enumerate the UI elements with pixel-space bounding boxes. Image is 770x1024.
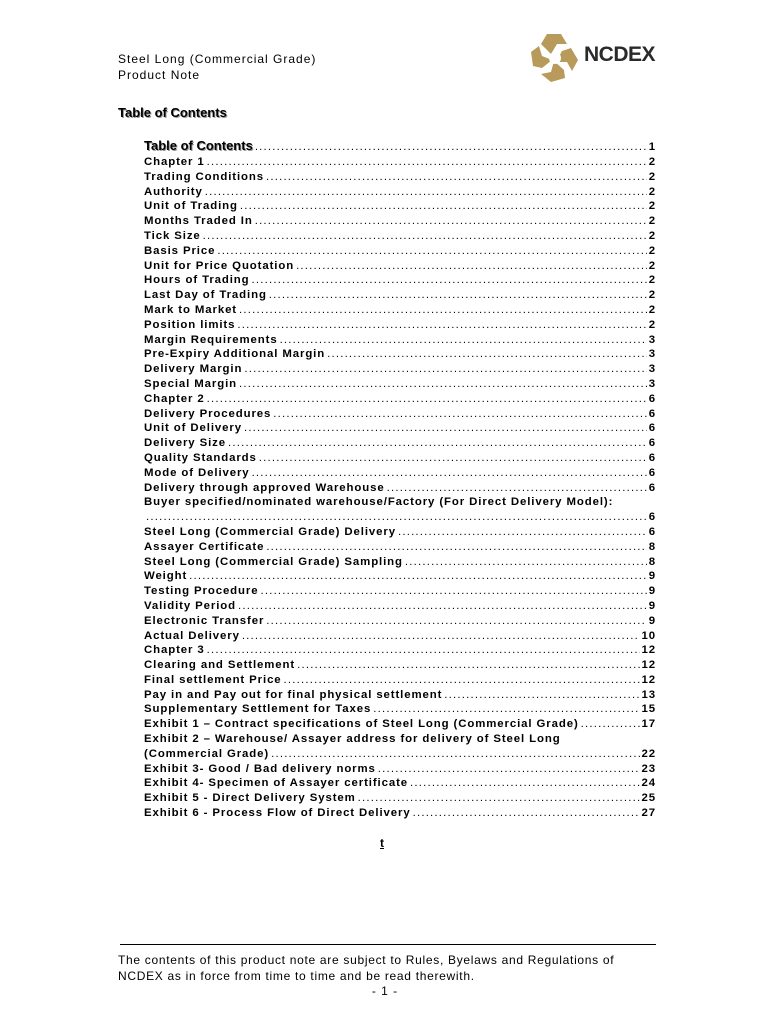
toc-entry-page: 2 xyxy=(648,318,656,331)
toc-entry[interactable] xyxy=(144,467,656,482)
toc-leader-dots xyxy=(207,644,640,656)
toc-leader-dots xyxy=(266,615,646,627)
toc-entry-label: Months Traded In xyxy=(144,215,253,228)
page-number: - 1 - xyxy=(371,984,399,998)
toc-leader-dots xyxy=(237,319,646,331)
toc-entry[interactable] xyxy=(144,363,656,378)
toc-leader-dots xyxy=(228,437,647,449)
toc-entry[interactable] xyxy=(144,274,656,289)
table-of-contents xyxy=(144,138,656,822)
toc-leader-dots xyxy=(244,363,646,375)
toc-entry-label: Validity Period xyxy=(144,599,236,612)
toc-entry[interactable] xyxy=(144,348,656,363)
toc-entry-page: 23 xyxy=(641,762,656,775)
toc-entry-page: 3 xyxy=(648,377,656,390)
toc-entry-page: 3 xyxy=(648,348,656,361)
toc-entry[interactable] xyxy=(144,496,656,511)
toc-entry[interactable] xyxy=(144,138,656,156)
toc-entry-page: 2 xyxy=(648,200,656,213)
toc-entry-page: 2 xyxy=(648,229,656,242)
toc-entry-page: 22 xyxy=(641,747,656,760)
toc-entry-label: Table of Contents xyxy=(144,138,253,153)
toc-entry[interactable] xyxy=(144,718,656,733)
footer-divider xyxy=(120,944,656,945)
toc-entry[interactable] xyxy=(144,319,656,334)
toc-leader-dots xyxy=(398,526,647,538)
toc-entry[interactable] xyxy=(144,245,656,260)
toc-leader-dots xyxy=(239,378,647,390)
toc-leader-dots xyxy=(373,703,639,715)
toc-entry-label: Clearing and Settlement xyxy=(144,659,296,672)
footer-line-1: The contents of this product note are subject to Rules, Byelaws and Regulations of xyxy=(118,953,615,967)
toc-entry-label: Testing Procedure xyxy=(144,585,259,598)
toc-leader-dots xyxy=(252,274,647,286)
toc-entry[interactable] xyxy=(144,156,656,171)
toc-entry-page: 6 xyxy=(648,407,656,420)
toc-entry-label: Chapter 2 xyxy=(144,392,205,405)
toc-entry-label: Unit of Delivery xyxy=(144,422,242,435)
toc-entry-label: Delivery through approved Warehouse xyxy=(144,481,385,494)
toc-entry[interactable] xyxy=(144,289,656,304)
toc-entry-page: 1 xyxy=(648,141,656,153)
toc-entry-page: 6 xyxy=(648,451,656,464)
toc-leader-dots xyxy=(259,452,647,464)
toc-entry-label: Basis Price xyxy=(144,244,216,257)
toc-entry-page: 9 xyxy=(648,599,656,612)
document-header xyxy=(118,51,316,83)
toc-entry[interactable] xyxy=(144,644,656,659)
toc-entry[interactable] xyxy=(144,615,656,630)
toc-entry-page: 9 xyxy=(648,585,656,598)
toc-entry[interactable] xyxy=(144,585,656,600)
ncdex-logo xyxy=(527,30,657,86)
toc-entry[interactable] xyxy=(144,792,656,807)
toc-entry-label: Exhibit 6 - Process Flow of Direct Delivery xyxy=(144,807,411,820)
toc-entry[interactable] xyxy=(144,437,656,452)
toc-entry-label: Pay in and Pay out for final physical settlement xyxy=(144,688,443,701)
toc-entry[interactable] xyxy=(144,600,656,615)
toc-entry-label: Exhibit 1 – Contract specifications of Steel Long (Commercial Grade) xyxy=(144,718,579,731)
toc-leader-dots xyxy=(269,289,647,301)
toc-entry-label: Mode of Delivery xyxy=(144,466,250,479)
toc-entry-page: 2 xyxy=(648,259,656,272)
toc-leader-dots xyxy=(581,718,640,730)
toc-entry[interactable] xyxy=(144,260,656,275)
toc-entry[interactable] xyxy=(144,422,656,437)
toc-entry[interactable] xyxy=(144,541,656,556)
toc-entry-page: 6 xyxy=(648,511,656,524)
toc-entry-label: Authority xyxy=(144,185,203,198)
toc-entry-label: Exhibit 4- Specimen of Assayer certificate xyxy=(144,777,409,790)
toc-entry-label: Trading Conditions xyxy=(144,170,264,183)
toc-entry-label: Electronic Transfer xyxy=(144,614,265,627)
toc-entry[interactable] xyxy=(144,171,656,186)
toc-entry-page: 2 xyxy=(648,289,656,302)
toc-entry-page: 2 xyxy=(648,274,656,287)
toc-leader-dots xyxy=(387,482,647,494)
toc-entry-label: Mark to Market xyxy=(144,303,237,316)
toc-leader-dots xyxy=(327,348,647,360)
toc-entry-page: 15 xyxy=(641,703,656,716)
toc-leader-dots xyxy=(297,659,639,671)
toc-entry[interactable] xyxy=(144,777,656,792)
footer-line-2: NCDEX as in force from time to time and be read therewith. xyxy=(118,969,475,983)
toc-entry[interactable] xyxy=(144,703,656,718)
toc-entry[interactable] xyxy=(144,200,656,215)
toc-entry[interactable] xyxy=(144,393,656,408)
toc-entry-page: 6 xyxy=(648,392,656,405)
toc-entry[interactable] xyxy=(144,674,656,689)
toc-leader-dots xyxy=(378,763,640,775)
toc-leader-dots xyxy=(405,556,647,568)
toc-entry[interactable] xyxy=(144,733,656,748)
footer-note xyxy=(118,952,658,984)
toc-entry[interactable] xyxy=(144,689,656,704)
toc-leader-dots xyxy=(284,674,640,686)
toc-entry[interactable] xyxy=(144,334,656,349)
toc-entry[interactable] xyxy=(144,659,656,674)
toc-entry-page: 12 xyxy=(641,659,656,672)
toc-entry-label: Actual Delivery xyxy=(144,629,240,642)
toc-entry-label: Buyer specified/nominated warehouse/Factory (For Direct Delivery Model): xyxy=(144,496,614,509)
toc-entry-page: 3 xyxy=(648,333,656,346)
toc-leader-dots xyxy=(203,230,647,242)
toc-entry-page: 2 xyxy=(648,170,656,183)
toc-leader-dots xyxy=(266,171,647,183)
toc-leader-dots xyxy=(239,304,647,316)
toc-entry-label: Chapter 3 xyxy=(144,644,205,657)
toc-leader-dots xyxy=(444,689,639,701)
toc-entry-page: 2 xyxy=(648,156,656,168)
toc-entry-label: (Commercial Grade) xyxy=(144,747,270,760)
toc-entry-label: Exhibit 5 - Direct Delivery System xyxy=(144,792,356,805)
toc-entry-page: 8 xyxy=(648,540,656,553)
section-heading: Table of Contents xyxy=(118,105,227,120)
toc-leader-dots xyxy=(413,807,640,819)
header-title: Steel Long (Commercial Grade) xyxy=(118,52,317,66)
toc-leader-dots xyxy=(217,245,646,257)
toc-leader-dots xyxy=(207,393,647,405)
toc-entry-label: Steel Long (Commercial Grade) Delivery xyxy=(144,525,396,538)
toc-entry-label: Delivery Size xyxy=(144,437,226,450)
toc-entry-page: 3 xyxy=(648,363,656,376)
header-subtitle: Product Note xyxy=(118,68,201,82)
toc-entry-page: 9 xyxy=(648,614,656,627)
toc-entry[interactable] xyxy=(144,482,656,497)
toc-entry-label: Pre-Expiry Additional Margin xyxy=(144,348,326,361)
toc-entry[interactable] xyxy=(144,570,656,585)
toc-leader-dots xyxy=(271,748,639,760)
toc-entry-page: 2 xyxy=(648,303,656,316)
toc-entry[interactable] xyxy=(144,630,656,645)
toc-entry-page: 17 xyxy=(641,718,656,731)
toc-leader-dots xyxy=(242,630,640,642)
toc-leader-dots xyxy=(205,186,647,198)
toc-leader-dots xyxy=(255,141,647,153)
toc-entry-label: Last Day of Trading xyxy=(144,289,267,302)
toc-entry-label: Delivery Margin xyxy=(144,363,243,376)
toc-entry[interactable] xyxy=(144,452,656,467)
toc-entry-label: Position limits xyxy=(144,318,236,331)
toc-entry-page: 25 xyxy=(641,792,656,805)
toc-entry-label: Weight xyxy=(144,570,188,583)
toc-leader-dots xyxy=(260,585,646,597)
toc-entry-page: 8 xyxy=(648,555,656,568)
toc-entry-label: Hours of Trading xyxy=(144,274,250,287)
toc-entry-label: Exhibit 2 – Warehouse/ Assayer address for delivery of Steel Long xyxy=(144,733,561,746)
toc-leader-dots xyxy=(252,467,647,479)
toc-leader-dots xyxy=(238,600,647,612)
ncdex-logo-icon xyxy=(527,30,583,86)
toc-entry[interactable] xyxy=(144,186,656,201)
toc-leader-dots xyxy=(189,570,647,582)
toc-entry[interactable] xyxy=(144,511,656,526)
toc-entry-page: 2 xyxy=(648,215,656,228)
toc-entry-page: 10 xyxy=(641,629,656,642)
toc-entry[interactable] xyxy=(144,526,656,541)
toc-entry-label: Final settlement Price xyxy=(144,673,282,686)
toc-entry-page: 12 xyxy=(641,644,656,657)
toc-entry-label: Tick Size xyxy=(144,229,201,242)
toc-entry[interactable] xyxy=(144,378,656,393)
toc-entry-label: Exhibit 3- Good / Bad delivery norms xyxy=(144,762,376,775)
stray-mark: t xyxy=(380,836,384,850)
toc-leader-dots xyxy=(296,260,647,272)
toc-entry-page: 6 xyxy=(648,422,656,435)
toc-entry-label: Assayer Certificate xyxy=(144,540,265,553)
toc-entry-page: 12 xyxy=(641,673,656,686)
toc-leader-dots xyxy=(207,156,647,168)
toc-leader-dots xyxy=(358,792,640,804)
toc-entry[interactable] xyxy=(144,230,656,245)
toc-entry[interactable] xyxy=(144,408,656,423)
toc-leader-dots xyxy=(240,200,647,212)
logo-wordmark: NCDEX xyxy=(584,43,656,66)
toc-entry[interactable] xyxy=(144,215,656,230)
toc-entry-page: 6 xyxy=(648,481,656,494)
toc-leader-dots xyxy=(273,408,646,420)
toc-entry[interactable] xyxy=(144,763,656,778)
toc-entry-label: Unit of Trading xyxy=(144,200,238,213)
toc-entry-page: 27 xyxy=(641,807,656,820)
toc-leader-dots xyxy=(280,334,647,346)
toc-entry-label: Delivery Procedures xyxy=(144,407,272,420)
toc-entry[interactable] xyxy=(144,748,656,763)
toc-entry-label: Steel Long (Commercial Grade) Sampling xyxy=(144,555,403,568)
toc-leader-dots xyxy=(244,422,647,434)
toc-entry-page: 24 xyxy=(641,777,656,790)
toc-entry-label: Margin Requirements xyxy=(144,333,278,346)
toc-entry-page: 9 xyxy=(648,570,656,583)
toc-entry-label: Supplementary Settlement for Taxes xyxy=(144,703,372,716)
toc-leader-dots xyxy=(266,541,646,553)
toc-entry[interactable] xyxy=(144,807,656,822)
toc-leader-dots xyxy=(410,777,640,789)
toc-entry-page: 2 xyxy=(648,185,656,198)
toc-entry-page: 2 xyxy=(648,244,656,257)
toc-entry-page: 6 xyxy=(648,437,656,450)
toc-entry-page: 6 xyxy=(648,466,656,479)
toc-entry-label: Chapter 1 xyxy=(144,156,205,168)
toc-entry-label: Unit for Price Quotation xyxy=(144,259,295,272)
toc-entry[interactable] xyxy=(144,304,656,319)
toc-entry-page: 6 xyxy=(648,525,656,538)
toc-entry[interactable] xyxy=(144,556,656,571)
toc-leader-dots xyxy=(255,215,647,227)
toc-entry-page: 13 xyxy=(641,688,656,701)
toc-entry-label: Special Margin xyxy=(144,377,237,390)
toc-entry-label: Quality Standards xyxy=(144,451,257,464)
toc-leader-dots xyxy=(146,511,647,523)
